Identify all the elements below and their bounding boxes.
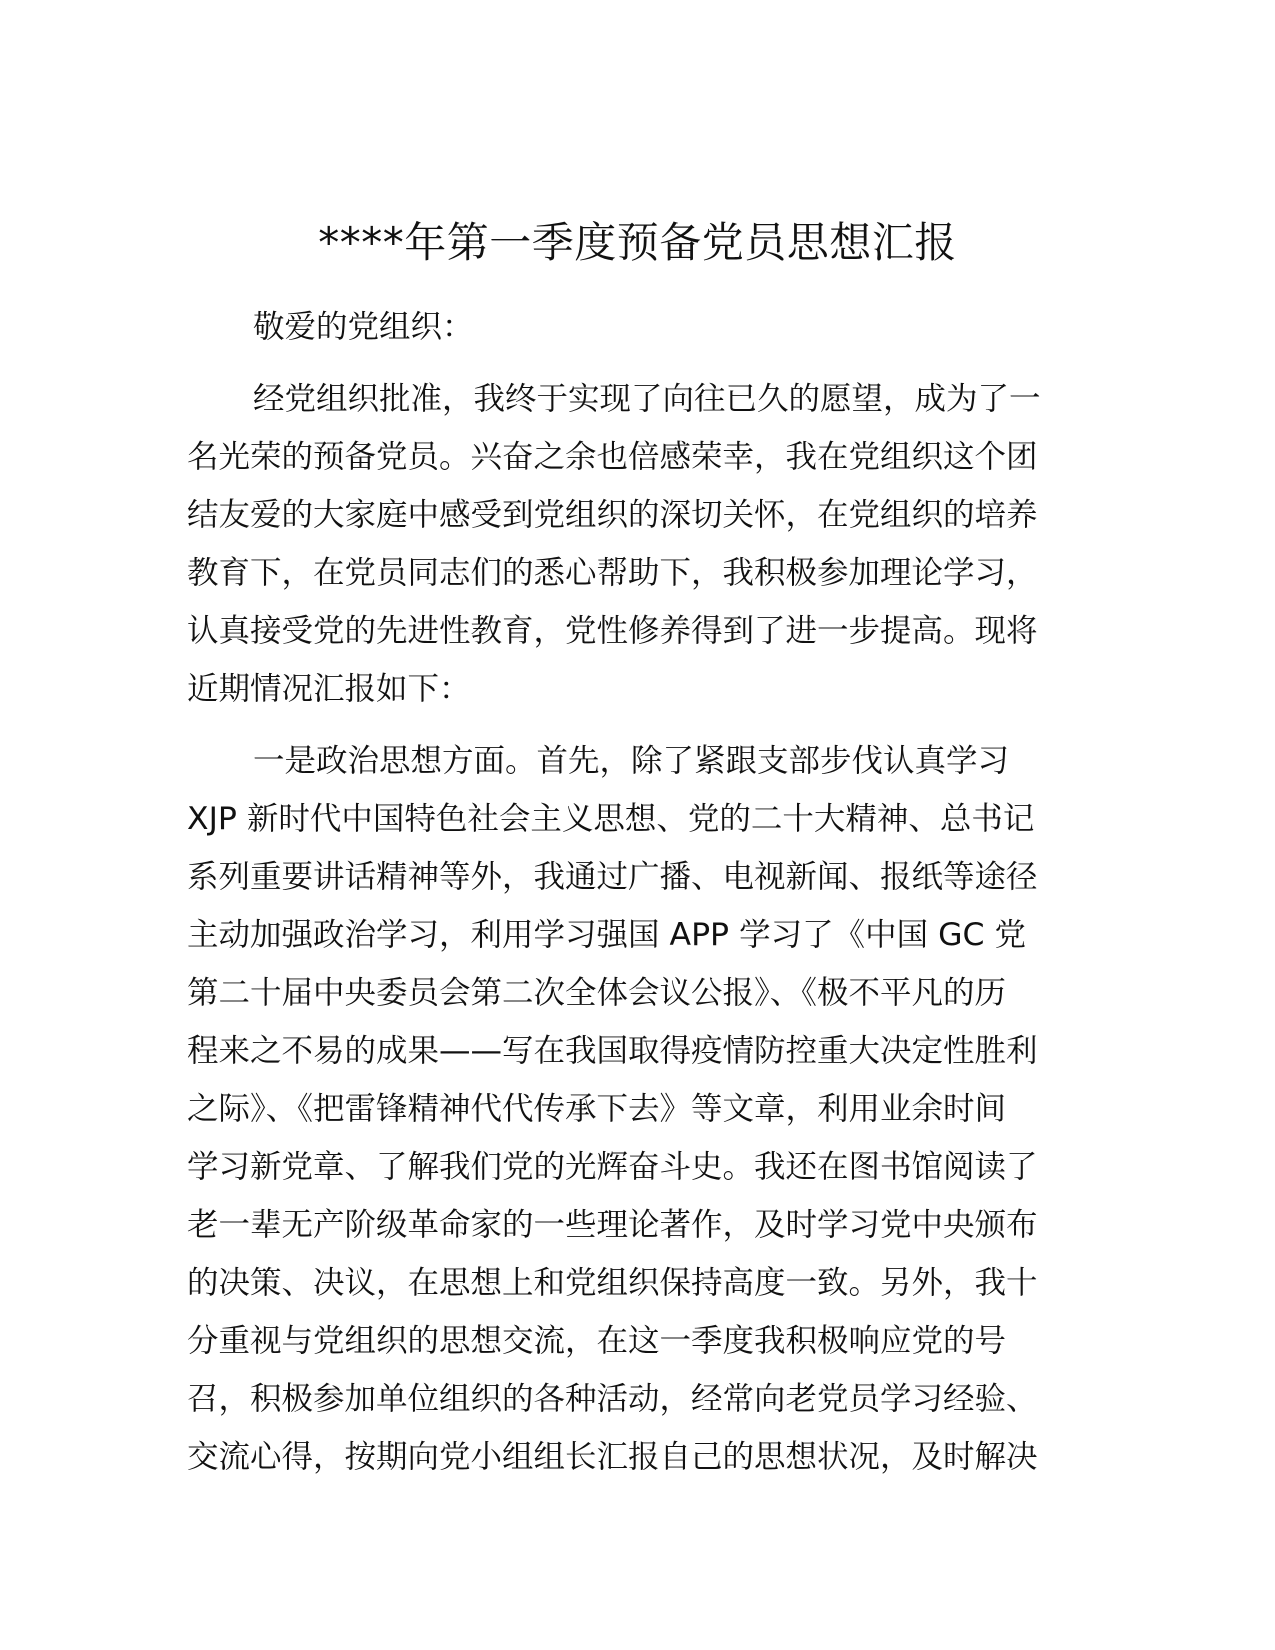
text-line: 结友爱的大家庭中感受到党组织的深切关怀，在党组织的培养 [187, 497, 1038, 533]
text-line: 主动加强政治学习，利用学习强国 APP 学习了《中国 GC 党 [187, 917, 1026, 953]
text-line: 名光荣的预备党员。兴奋之余也倍感荣幸，我在党组织这个团 [187, 439, 1038, 475]
text-line: 教育下，在党员同志们的悉心帮助下，我积极参加理论学习， [187, 555, 1038, 591]
document-title: ****年第一季度预备党员思想汇报 [318, 218, 957, 267]
text-line: 近期情况汇报如下： [187, 671, 471, 707]
text-line: 分重视与党组织的思想交流，在这一季度我积极响应党的号 [187, 1323, 1007, 1359]
paragraph-approval [187, 370, 1087, 718]
paragraph-political-thought [187, 732, 1087, 1486]
text-line: XJP 新时代中国特色社会主义思想、党的二十大精神、总书记 [187, 801, 1035, 837]
text-line: 经党组织批准，我终于实现了向往已久的愿望，成为了一 [253, 381, 1041, 417]
salutation: 敬爱的党组织： [253, 309, 474, 345]
text-line: 学习新党章、了解我们党的光辉奋斗史。我还在图书馆阅读了 [187, 1149, 1038, 1185]
text-line: 第二十届中央委员会第二次全体会议公报》、《极不平凡的历 [187, 975, 1007, 1011]
text-line: 交流心得，按期向党小组组长汇报自己的思想状况，及时解决 [187, 1439, 1038, 1475]
text-line: 的决策、决议，在思想上和党组织保持高度一致。另外，我十 [187, 1265, 1038, 1301]
text-line: 召，积极参加单位组织的各种活动，经常向老党员学习经验、 [187, 1381, 1038, 1417]
text-line: 老一辈无产阶级革命家的一些理论著作，及时学习党中央颁布 [187, 1207, 1038, 1243]
text-line: 认真接受党的先进性教育，党性修养得到了进一步提高。现将 [187, 613, 1038, 649]
text-line: 程来之不易的成果——写在我国取得疫情防控重大决定性胜利 [187, 1033, 1038, 1069]
text-line: 一是政治思想方面。首先，除了紧跟支部步伐认真学习 [253, 743, 1010, 779]
text-line: 系列重要讲话精神等外，我通过广播、电视新闻、报纸等途径 [187, 859, 1038, 895]
document-body [187, 298, 1087, 1486]
text-line: 之际》、《把雷锋精神代代传承下去》等文章，利用业余时间 [187, 1091, 1007, 1127]
